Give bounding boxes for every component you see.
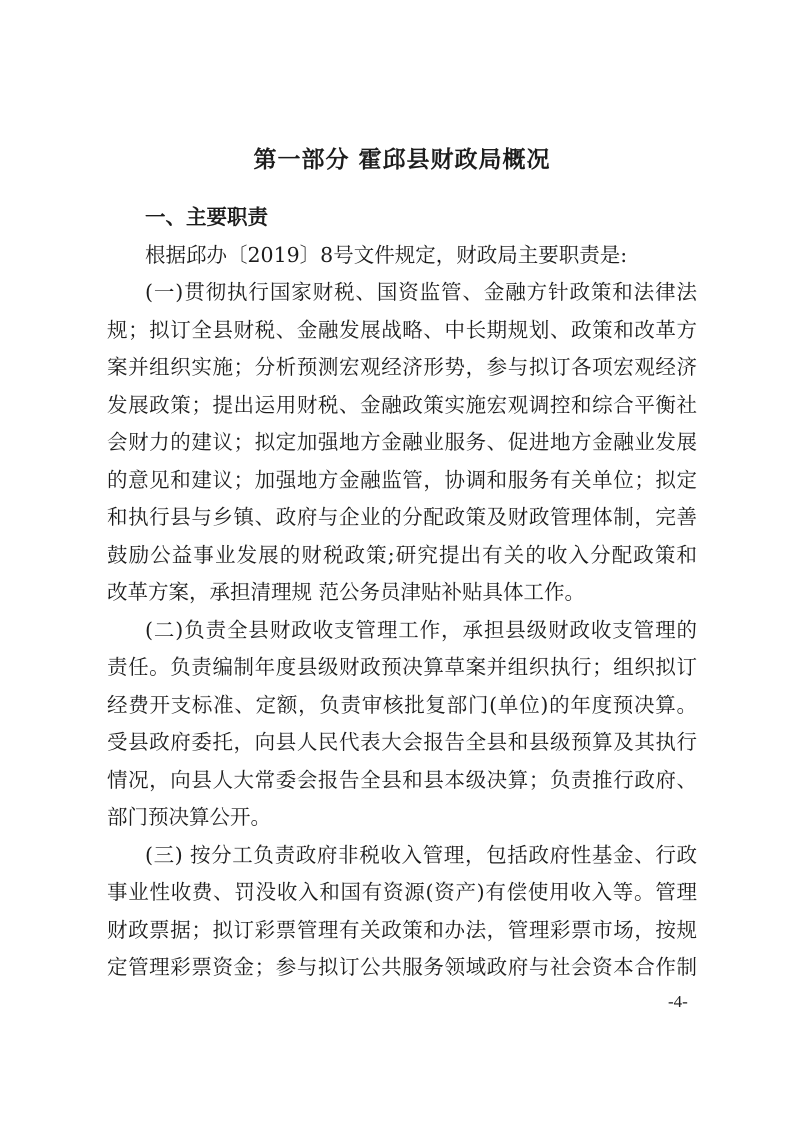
page-title: 第一部分 霍邱县财政局概况	[253, 147, 551, 173]
paragraph-line: 部门预决算公开。	[107, 805, 271, 829]
document-page	[107, 140, 697, 987]
paragraph	[107, 274, 697, 612]
intro-text: 根据邱办〔2019〕8号文件规定，财政局主要职责是:	[145, 242, 628, 267]
paragraph-line: 经费开支标准、定额，负责审核批复部门(单位)的年度预决算。	[107, 692, 697, 717]
paragraph-line: 财政票据；拟订彩票管理有关政策和办法，管理彩票市场，按规	[107, 917, 697, 942]
paragraph-line: (一)贯彻执行国家财税、国资监管、金融方针政策和法律法	[145, 280, 697, 304]
paragraph-line: 受县政府委托，向县人民代表大会报告全县和县级预算及其执行	[107, 730, 697, 754]
section-heading: 一、主要职责	[145, 205, 268, 229]
paragraph-line: 鼓励公益事业发展的财税政策;研究提出有关的收入分配政策和	[107, 542, 697, 567]
body-paragraphs	[107, 274, 697, 987]
paragraph-line: 责任。负责编制年度县级财政预决算草案并组织执行；组织拟订	[107, 655, 697, 679]
paragraph-line: 定管理彩票资金；参与拟订公共服务领域政府与社会资本合作制	[107, 955, 697, 979]
paragraph-line: 事业性收费、罚没收入和国有资源(资产)有偿使用收入等。管理	[107, 880, 697, 904]
paragraph-line: (三) 按分工负责政府非税收入管理，包括政府性基金、行政	[145, 842, 697, 867]
paragraph-line: 规；拟订全县财税、金融发展战略、中长期规划、政策和改革方	[107, 317, 697, 342]
page-number: -4-	[668, 992, 688, 1011]
paragraph-line: 的意见和建议；加强地方金融监管，协调和服务有关单位；拟定	[107, 467, 697, 492]
paragraph-line: 发展政策；提出运用财税、金融政策实施宏观调控和综合平衡社	[107, 392, 697, 417]
paragraph	[107, 612, 697, 837]
paragraph-line: (二)负责全县财政收支管理工作，承担县级财政收支管理的	[145, 617, 697, 642]
paragraph-line: 会财力的建议；拟定加强地方金融业服务、促进地方金融业发展	[107, 430, 697, 454]
paragraph	[107, 837, 697, 987]
paragraph-line: 改革方案，承担清理规 范公务员津贴补贴具体工作。	[107, 580, 586, 604]
paragraph-line: 和执行县与乡镇、政府与企业的分配政策及财政管理体制，完善	[107, 505, 697, 529]
paragraph-line: 案并组织实施；分析预测宏观经济形势，参与拟订各项宏观经济	[107, 355, 697, 379]
paragraph-line: 情况，向县人大常委会报告全县和县本级决算；负责推行政府、	[107, 767, 697, 792]
